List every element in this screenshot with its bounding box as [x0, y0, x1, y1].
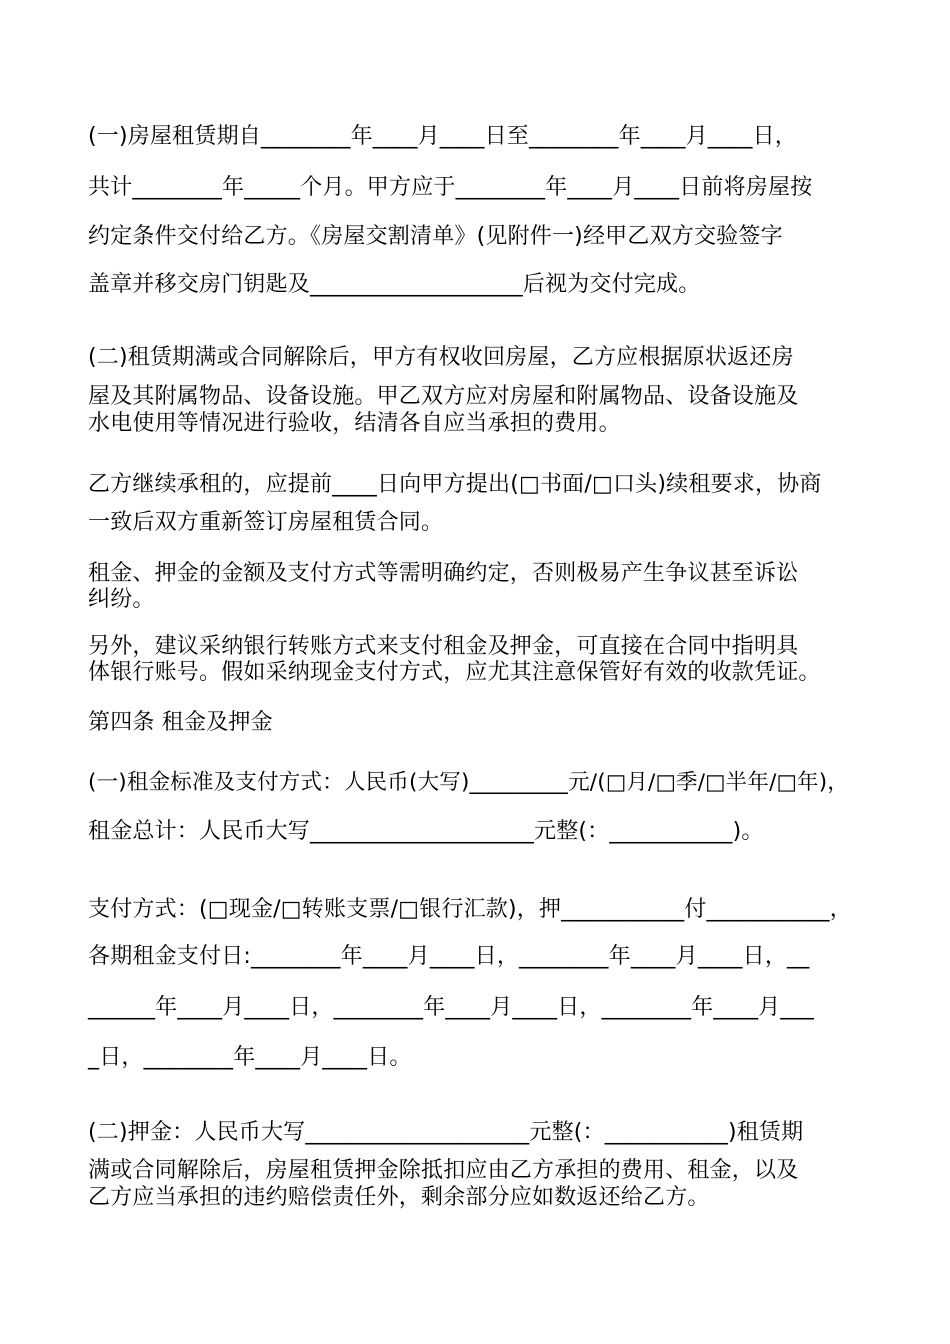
expiry-paragraph-line-1: (二)租赁期满或合同解除后，甲方有权收回房屋，乙方应根据原状返还房: [88, 345, 794, 370]
term-period-line-2: 共计________年_____个月。甲方应于________年____月____日前将房屋按: [88, 175, 813, 200]
deposit-line-2: 满或合同解除后，房屋租赁押金除抵扣应由乙方承担的费用、租金，以及: [88, 1158, 799, 1183]
renewal-line-2: 一致后双方重新签订房屋租赁合同。: [88, 510, 444, 535]
payment-dates-line-1: 各期租金支付日:________年____月____日，________年____月____日，__: [88, 944, 810, 969]
note-line-1: 租金、押金的金额及支付方式等需明确约定，否则极易产生争议甚至诉讼: [88, 561, 799, 586]
deposit-line-1: (二)押金：人民币大写____________________元整(：___________)租赁期: [88, 1120, 804, 1145]
advice-line-1: 另外，建议采纳银行转账方式来支付租金及押金，可直接在合同中指明具: [88, 634, 799, 659]
deposit-line-3: 乙方应当承担的违约赔偿责任外，剩余部分应如数返还给乙方。: [88, 1185, 710, 1210]
term-period-line-3: 约定条件交付给乙方。《房屋交割清单》(见附件一)经甲乙双方交验签字: [88, 224, 783, 249]
expiry-paragraph-line-2: 屋及其附属物品、设备设施。甲乙双方应对房屋和附属物品、设备设施及: [88, 384, 799, 409]
advice-line-2: 体银行账号。假如采纳现金支付方式，应尤其注意保管好有效的收款凭证。: [88, 660, 821, 685]
note-line-2: 纠纷。: [88, 587, 155, 612]
renewal-line-1: 乙方继续承租的，应提前____日向甲方提出(□书面/□口头)续租要求，协商: [88, 472, 822, 497]
article-heading: 第四条 租金及押金: [88, 710, 273, 735]
payment-dates-line-2: ______年____月____日，________年____月____日，________年____月___: [88, 995, 815, 1020]
rent-standard-line: (一)租金标准及支付方式：人民币(大写)_________元/(□月/□季/□半年/□年)，: [88, 770, 850, 795]
payment-method-line: 支付方式：(□现金/□转账支票/□银行汇款)，押___________付___________，: [88, 897, 852, 922]
expiry-paragraph-line-3: 水电使用等情况进行验收，结清各自应当承担的费用。: [88, 411, 621, 436]
payment-dates-line-3: _日，________年____月____日。: [88, 1045, 412, 1070]
term-period-line-4: 盖章并移交房门钥匙及___________________后视为交付完成。: [88, 272, 701, 297]
rent-total-line: 租金总计：人民币大写____________________元整(：___________)。: [88, 819, 764, 844]
term-period-line-1: (一)房屋租赁期自________年____月____日至________年____月____日，: [88, 124, 797, 149]
